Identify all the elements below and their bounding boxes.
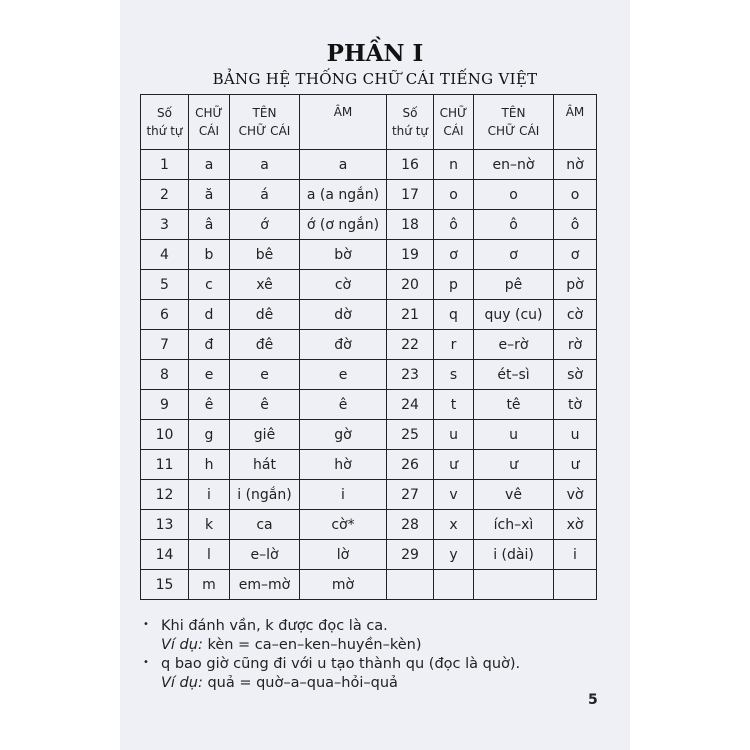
notes (143, 617, 520, 693)
cell-am: sờ (554, 360, 597, 390)
table-row (141, 180, 597, 210)
cell-stt: 20 (387, 270, 434, 300)
cell-am: ư (554, 450, 597, 480)
header-am: ÂM (300, 95, 387, 150)
cell-stt: 18 (387, 210, 434, 240)
cell-ten-chu-cai: i (dài) (474, 540, 554, 570)
cell-stt: 6 (141, 300, 189, 330)
table-row (141, 360, 597, 390)
cell-chu-cai: ê (189, 390, 230, 420)
cell-ten-chu-cai: ơ (474, 240, 554, 270)
cell-chu-cai: q (434, 300, 474, 330)
cell-ten-chu-cai: u (474, 420, 554, 450)
note-2: • q bao giờ cũng đi với u tạo thành qu (đọc là quờ). (143, 655, 520, 674)
cell-am: lờ (300, 540, 387, 570)
cell-stt: 10 (141, 420, 189, 450)
cell-ten-chu-cai: dê (230, 300, 300, 330)
cell-chu-cai (434, 570, 474, 600)
cell-ten-chu-cai: ca (230, 510, 300, 540)
cell-chu-cai: x (434, 510, 474, 540)
cell-am: xờ (554, 510, 597, 540)
cell-stt: 29 (387, 540, 434, 570)
cell-ten-chu-cai: bê (230, 240, 300, 270)
cell-ten-chu-cai: ớ (230, 210, 300, 240)
table-row (141, 480, 597, 510)
cell-chu-cai: o (434, 180, 474, 210)
cell-am: pờ (554, 270, 597, 300)
cell-ten-chu-cai: o (474, 180, 554, 210)
cell-ten-chu-cai: ê (230, 390, 300, 420)
note-2-example: Ví dụ: quả = quờ–a–qua–hỏi–quả (161, 675, 398, 691)
cell-stt: 11 (141, 450, 189, 480)
cell-am: dờ (300, 300, 387, 330)
table-row (141, 510, 597, 540)
cell-am: i (554, 540, 597, 570)
table-row (141, 540, 597, 570)
table-row (141, 270, 597, 300)
cell-chu-cai: g (189, 420, 230, 450)
cell-ten-chu-cai: vê (474, 480, 554, 510)
cell-ten-chu-cai: i (ngắn) (230, 480, 300, 510)
cell-am: hờ (300, 450, 387, 480)
cell-ten-chu-cai: hát (230, 450, 300, 480)
cell-chu-cai: c (189, 270, 230, 300)
cell-ten-chu-cai: e–lờ (230, 540, 300, 570)
cell-stt: 19 (387, 240, 434, 270)
cell-am (554, 570, 597, 600)
cell-chu-cai: l (189, 540, 230, 570)
cell-chu-cai: p (434, 270, 474, 300)
header-chu-cai: CHỮ CÁI (434, 95, 474, 150)
cell-chu-cai: t (434, 390, 474, 420)
table-row (141, 150, 597, 180)
cell-stt: 28 (387, 510, 434, 540)
cell-am: rờ (554, 330, 597, 360)
cell-am: ê (300, 390, 387, 420)
header-ten-chu-cai: TÊN CHỮ CÁI (474, 95, 554, 150)
cell-am: ơ (554, 240, 597, 270)
cell-am: tờ (554, 390, 597, 420)
cell-ten-chu-cai: tê (474, 390, 554, 420)
note-1-example: Ví dụ: kèn = ca–en–ken–huyền–kèn) (161, 637, 422, 653)
cell-stt: 27 (387, 480, 434, 510)
cell-chu-cai: ô (434, 210, 474, 240)
cell-chu-cai: b (189, 240, 230, 270)
cell-am: i (300, 480, 387, 510)
cell-ten-chu-cai: đê (230, 330, 300, 360)
table-row (141, 330, 597, 360)
cell-ten-chu-cai: á (230, 180, 300, 210)
cell-stt: 1 (141, 150, 189, 180)
cell-stt: 16 (387, 150, 434, 180)
cell-am: a (a ngắn) (300, 180, 387, 210)
cell-am: cờ* (300, 510, 387, 540)
table-header (141, 95, 597, 150)
cell-ten-chu-cai: giê (230, 420, 300, 450)
cell-ten-chu-cai: e (230, 360, 300, 390)
cell-stt: 3 (141, 210, 189, 240)
cell-chu-cai: â (189, 210, 230, 240)
cell-chu-cai: y (434, 540, 474, 570)
cell-stt: 15 (141, 570, 189, 600)
cell-stt: 12 (141, 480, 189, 510)
cell-chu-cai: v (434, 480, 474, 510)
cell-am: o (554, 180, 597, 210)
cell-stt: 23 (387, 360, 434, 390)
cell-stt: 24 (387, 390, 434, 420)
note-1: • Khi đánh vần, k được đọc là ca. (143, 617, 520, 636)
cell-ten-chu-cai: e–rờ (474, 330, 554, 360)
table-row (141, 210, 597, 240)
header-stt: Số thứ tự (141, 95, 189, 150)
cell-ten-chu-cai: ét–sì (474, 360, 554, 390)
cell-ten-chu-cai: ích–xì (474, 510, 554, 540)
cell-chu-cai: s (434, 360, 474, 390)
cell-stt: 9 (141, 390, 189, 420)
cell-am: mờ (300, 570, 387, 600)
cell-stt: 21 (387, 300, 434, 330)
cell-stt: 5 (141, 270, 189, 300)
table-row (141, 420, 597, 450)
cell-chu-cai: n (434, 150, 474, 180)
cell-stt: 17 (387, 180, 434, 210)
cell-chu-cai: r (434, 330, 474, 360)
cell-chu-cai: i (189, 480, 230, 510)
cell-am: e (300, 360, 387, 390)
cell-chu-cai: ă (189, 180, 230, 210)
cell-stt: 2 (141, 180, 189, 210)
table-row (141, 390, 597, 420)
cell-am: bờ (300, 240, 387, 270)
table-row (141, 570, 597, 600)
cell-chu-cai: m (189, 570, 230, 600)
cell-chu-cai: ư (434, 450, 474, 480)
cell-stt: 4 (141, 240, 189, 270)
cell-chu-cai: a (189, 150, 230, 180)
table-row (141, 240, 597, 270)
alphabet-table (140, 94, 597, 600)
cell-am: nờ (554, 150, 597, 180)
cell-chu-cai: d (189, 300, 230, 330)
header-chu-cai: CHỮ CÁI (189, 95, 230, 150)
cell-stt: 7 (141, 330, 189, 360)
cell-ten-chu-cai (474, 570, 554, 600)
cell-chu-cai: h (189, 450, 230, 480)
cell-ten-chu-cai: en–nờ (474, 150, 554, 180)
cell-am: vờ (554, 480, 597, 510)
header-stt: Số thứ tự (387, 95, 434, 150)
cell-ten-chu-cai: pê (474, 270, 554, 300)
cell-ten-chu-cai: em–mờ (230, 570, 300, 600)
cell-stt: 26 (387, 450, 434, 480)
cell-stt: 25 (387, 420, 434, 450)
cell-am: ớ (ơ ngắn) (300, 210, 387, 240)
page-number: 5 (588, 692, 598, 708)
cell-am: gờ (300, 420, 387, 450)
cell-chu-cai: k (189, 510, 230, 540)
cell-am: đờ (300, 330, 387, 360)
cell-ten-chu-cai: a (230, 150, 300, 180)
cell-stt: 13 (141, 510, 189, 540)
cell-stt: 22 (387, 330, 434, 360)
cell-chu-cai: e (189, 360, 230, 390)
cell-ten-chu-cai: xê (230, 270, 300, 300)
table-row (141, 300, 597, 330)
cell-ten-chu-cai: quy (cu) (474, 300, 554, 330)
cell-chu-cai: u (434, 420, 474, 450)
cell-chu-cai: đ (189, 330, 230, 360)
cell-stt (387, 570, 434, 600)
table-row (141, 450, 597, 480)
section-title: PHẦN I (326, 40, 424, 67)
header-ten-chu-cai: TÊN CHỮ CÁI (230, 95, 300, 150)
cell-chu-cai: ơ (434, 240, 474, 270)
cell-am: u (554, 420, 597, 450)
cell-ten-chu-cai: ư (474, 450, 554, 480)
header-am: ÂM (554, 95, 597, 150)
cell-am: a (300, 150, 387, 180)
table-title: BẢNG HỆ THỐNG CHỮ CÁI TIẾNG VIỆT (212, 70, 538, 88)
cell-am: cờ (300, 270, 387, 300)
cell-stt: 14 (141, 540, 189, 570)
cell-stt: 8 (141, 360, 189, 390)
cell-am: cờ (554, 300, 597, 330)
cell-am: ô (554, 210, 597, 240)
cell-ten-chu-cai: ô (474, 210, 554, 240)
